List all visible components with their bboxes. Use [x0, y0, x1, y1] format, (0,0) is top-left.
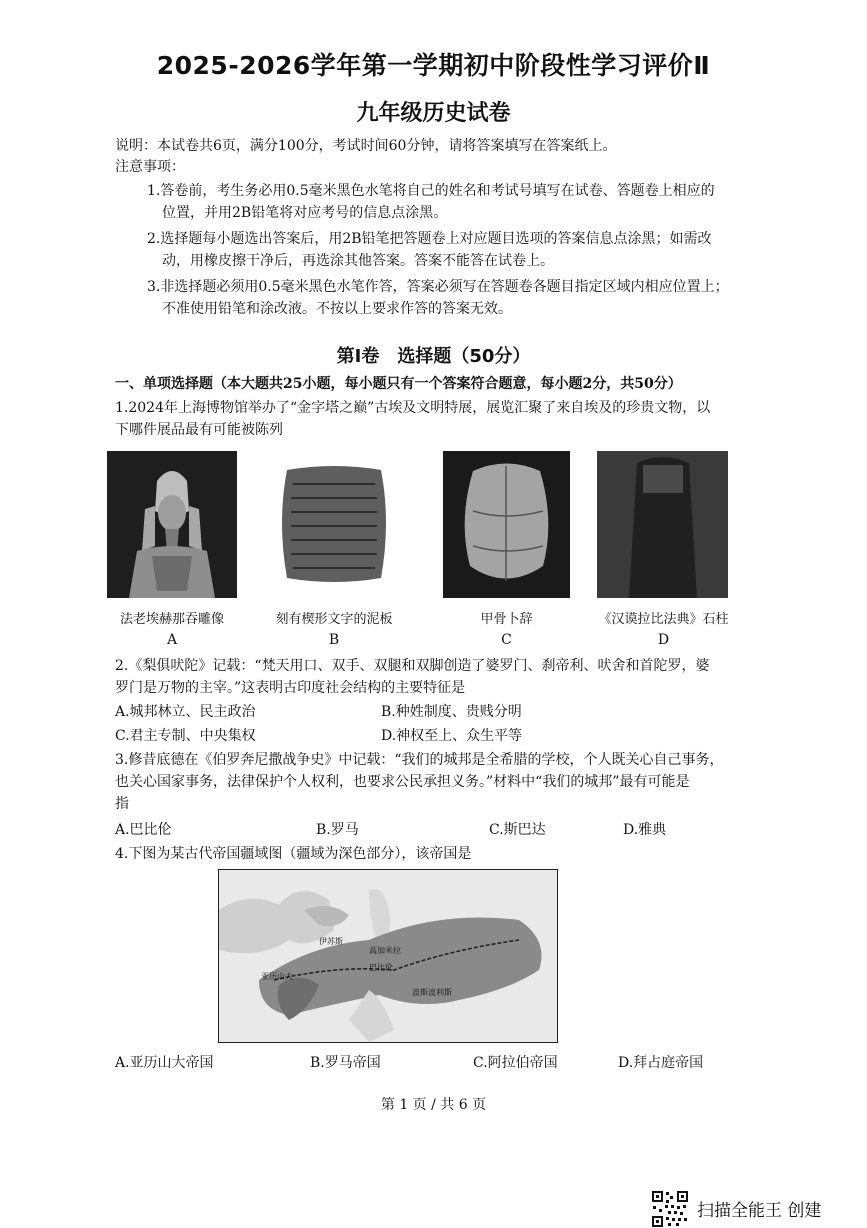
notice-item-1b: 位置，并用2B铅笔将对应考号的信息点涂黑。: [162, 205, 448, 221]
option-b-letter: B: [328, 632, 340, 648]
q2-option-b: B.种姓制度、贵贱分明: [381, 704, 522, 720]
q2-option-c: C.君主专制、中央集权: [115, 728, 256, 744]
q4-option-d: D.拜占庭帝国: [618, 1055, 704, 1071]
pharaoh-statue-image: [107, 451, 237, 598]
option-d-caption: 《汉谟拉比法典》石柱: [598, 612, 729, 627]
part-heading: 一、单项选择题（本大题共25小题，每小题只有一个答案符合题意，每小题2分，共50分）: [115, 376, 682, 392]
q3-stem-line1: 3.修昔底德在《伯罗奔尼撒战争史》中记载：“我们的城邦是全希腊的学校，个人既关心自己事务，: [115, 752, 724, 768]
q2-stem-line1: 2.《梨俱吠陀》记载：“梵天用口、双手、双腿和双脚创造了婆罗门、刹帝利、吠舍和首陀罗，婆: [115, 658, 710, 674]
section-title: 第Ⅰ卷 选择题（50分）: [336, 346, 531, 367]
map-label-issus: 伊苏斯: [319, 937, 343, 946]
q1-stem-line1: 1.2024年上海博物馆举办了“金字塔之巅”古埃及文明特展，展览汇聚了来自埃及的珍贵文物，以: [115, 400, 711, 416]
hammurabi-stele-image: [597, 451, 728, 598]
q3-stem-line3: 指: [115, 796, 129, 812]
option-d-letter: D: [657, 632, 670, 648]
map-label-babylon: 巴比伦: [369, 963, 393, 972]
option-c-letter: C: [501, 632, 512, 648]
q2-option-d: D.神权至上、众生平等: [381, 728, 523, 744]
option-a-caption: 法老埃赫那吞雕像: [119, 612, 224, 627]
q2-option-a: A.城邦林立、民主政治: [115, 704, 256, 720]
qr-code-icon: [651, 1190, 689, 1228]
empire-territory-map: [218, 869, 558, 1043]
notice-item-2b: 动，用橡皮擦干净后，再选涂其他答案。答案不能答在试卷上。: [162, 253, 554, 269]
q4-stem: 4.下图为某古代帝国疆域图（疆域为深色部分），该帝国是: [115, 846, 472, 862]
option-a-letter: A: [166, 632, 178, 648]
q3-option-a: A.巴比伦: [115, 822, 172, 838]
exam-title: 2025-2026学年第一学期初中阶段性学习评价Ⅱ: [156, 51, 711, 80]
q3-option-d: D.雅典: [623, 822, 667, 838]
scanner-watermark: 扫描全能王 创建: [697, 1201, 822, 1221]
clay-tablet-image: [275, 462, 393, 586]
map-label-persepolis: 波斯波利斯: [412, 988, 452, 997]
q3-option-c: C.斯巴达: [489, 822, 546, 838]
notice-heading: 注意事项：: [115, 159, 185, 175]
exam-note: 说明：本试卷共6页，满分100分，考试时间60分钟，请将答案填写在答案纸上。: [115, 138, 617, 154]
q4-option-c: C.阿拉伯帝国: [473, 1055, 558, 1071]
notice-item-1a: 1.答卷前，考生务必用0.5毫米黑色水笔将自己的姓名和考试号填写在试卷、答题卷上相应的: [147, 183, 715, 199]
option-b-caption: 刻有楔形文字的泥板: [275, 612, 393, 627]
q2-stem-line2: 罗门是万物的主宰。”这表明古印度社会结构的主要特征是: [115, 680, 466, 696]
q4-option-a: A.亚历山大帝国: [115, 1055, 214, 1071]
q3-stem-line2: 也关心国家事务，法律保护个人权利，也要求公民承担义务。”材料中“我们的城邦”最有可能是: [115, 774, 690, 790]
notice-item-3b: 不准使用铅笔和涂改液。不按以上要求作答的答案无效。: [162, 301, 512, 317]
notice-item-3a: 3.非选择题必须用0.5毫米黑色水笔作答，答案必须写在答题卷各题目指定区域内相应位置上；: [147, 279, 729, 295]
q4-option-b: B.罗马帝国: [310, 1055, 381, 1071]
exam-subtitle: 九年级历史试卷: [356, 101, 511, 126]
map-label-gaugamela: 高加米拉: [369, 946, 401, 955]
q1-stem-line2: 下哪件展品最有可能被陈列: [115, 422, 283, 438]
oracle-bone-image: [443, 451, 570, 598]
notice-item-2a: 2.选择题每小题选出答案后，用2B铅笔把答题卷上对应题目选项的答案信息点涂黑；如需改: [147, 231, 712, 247]
map-label-alexandria: 亚历山大: [261, 972, 293, 981]
page-number: 第 1 页 / 共 6 页: [380, 1097, 487, 1113]
q3-option-b: B.罗马: [316, 822, 359, 838]
option-c-caption: 甲骨卜辞: [480, 612, 533, 627]
